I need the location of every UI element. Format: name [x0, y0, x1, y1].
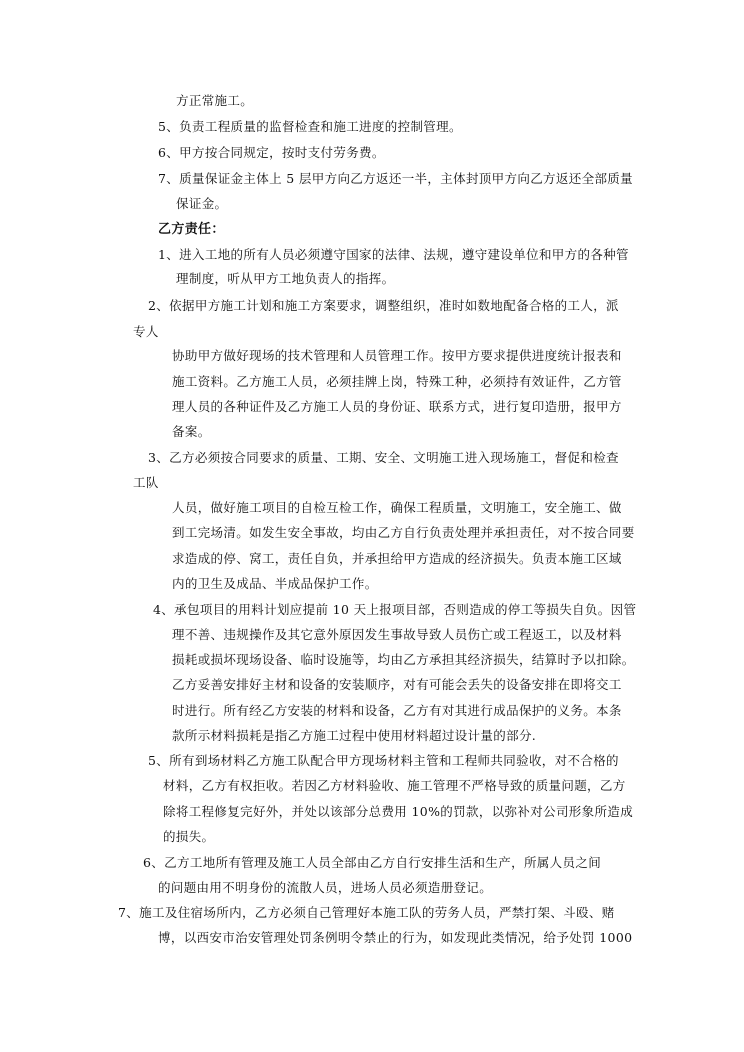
text-line: 7、质量保证金主体上 5 层甲方向乙方返还一半，主体封顶甲方向乙方返还全部质量 — [158, 171, 634, 186]
text-line: 到工完场清。如发生安全事故，均由乙方自行负责处理并承担责任，对不按合同要 — [172, 525, 635, 540]
text-line: 备案。 — [172, 424, 211, 439]
text-line: 6、甲方按合同规定，按时支付劳务费。 — [158, 145, 385, 160]
text-line: 材料，乙方有权拒收。若因乙方材料验收、施工管理不严格导致的质量问题，乙方 — [163, 778, 626, 793]
text-line: 的问题由用不明身份的流散人员，进场人员必须造册登记。 — [158, 880, 493, 895]
text-line: 时进行。所有经乙方安装的材料和设备，乙方有对其进行成品保护的义务。本条 — [172, 703, 622, 718]
text-line: 乙方妥善安排好主材和设备的安装顺序，对有可能会丢失的设备安排在即将交工 — [172, 677, 622, 692]
text-line: 除将工程修复完好外，并处以该部分总费用 10%的罚款，以弥补对公司形象所造成 — [163, 804, 634, 819]
text-line: 内的卫生及成品、半成品保护工作。 — [172, 576, 378, 591]
text-line: 保证金。 — [176, 196, 228, 211]
text-line: 理人员的各种证件及乙方施工人员的身份证、联系方式，进行复印造册，报甲方 — [172, 399, 622, 414]
text-line: 理不善、违规操作及其它意外原因发生事故导致人员伤亡或工程返工，以及材料 — [172, 627, 622, 642]
section-heading: 乙方责任： — [158, 222, 225, 237]
text-line: 的损失。 — [163, 829, 215, 844]
text-line: 4、承包项目的用料计划应提前 10 天上报项目部，否则造成的停工等损失自负。因管 — [153, 602, 637, 617]
text-line: 施工资料。乙方施工人员，必须挂牌上岗，特殊工种，必须持有效证件，乙方管 — [172, 374, 622, 389]
text-line: 博，以西安市治安管理处罚条例明令禁止的行为，如发现此类情况，给予处罚 1000 — [158, 930, 633, 945]
text-line: 7、施工及住宿场所内，乙方必须自己管理好本施工队的劳务人员，严禁打架、斗殴、赌 — [118, 905, 615, 920]
text-line: 1、进入工地的所有人员必须遵守国家的法律、法规，遵守建设单位和甲方的各种管 — [158, 247, 629, 262]
text-line: 6、乙方工地所有管理及施工人员全部由乙方自行安排生活和生产，所属人员之间 — [143, 855, 602, 870]
text-line: 2、依据甲方施工计划和施工方案要求，调整组织，准时如数地配备合格的工人，派 — [148, 298, 619, 313]
text-line: 专人 — [133, 324, 159, 339]
text-line: 3、乙方必须按合同要求的质量、工期、安全、文明施工进入现场施工，督促和检查 — [148, 450, 619, 465]
text-line: 理制度，听从甲方工地负责人的指挥。 — [176, 271, 395, 286]
text-line: 方正常施工。 — [176, 93, 254, 108]
text-line: 工队 — [133, 475, 159, 490]
text-line: 求造成的停、窝工，责任自负，并承担给甲方造成的经济损失。负责本施工区域 — [172, 551, 622, 566]
text-line: 协助甲方做好现场的技术管理和人员管理工作。按甲方要求提供进度统计报表和 — [172, 348, 622, 363]
text-line: 人员，做好施工项目的自检互检工作，确保工程质量，文明施工，安全施工、做 — [172, 500, 622, 515]
text-line: 5、所有到场材料乙方施工队配合甲方现场材料主管和工程师共同验收，对不合格的 — [148, 753, 619, 768]
text-line: 损耗或损坏现场设备、临时设施等，均由乙方承担其经济损失，结算时予以扣除。 — [172, 652, 635, 667]
text-line: 5、负责工程质量的监督检查和施工进度的控制管理。 — [158, 119, 462, 134]
text-line: 款所示材料损耗是指乙方施工过程中使用材料超过设计量的部分. — [172, 728, 537, 743]
